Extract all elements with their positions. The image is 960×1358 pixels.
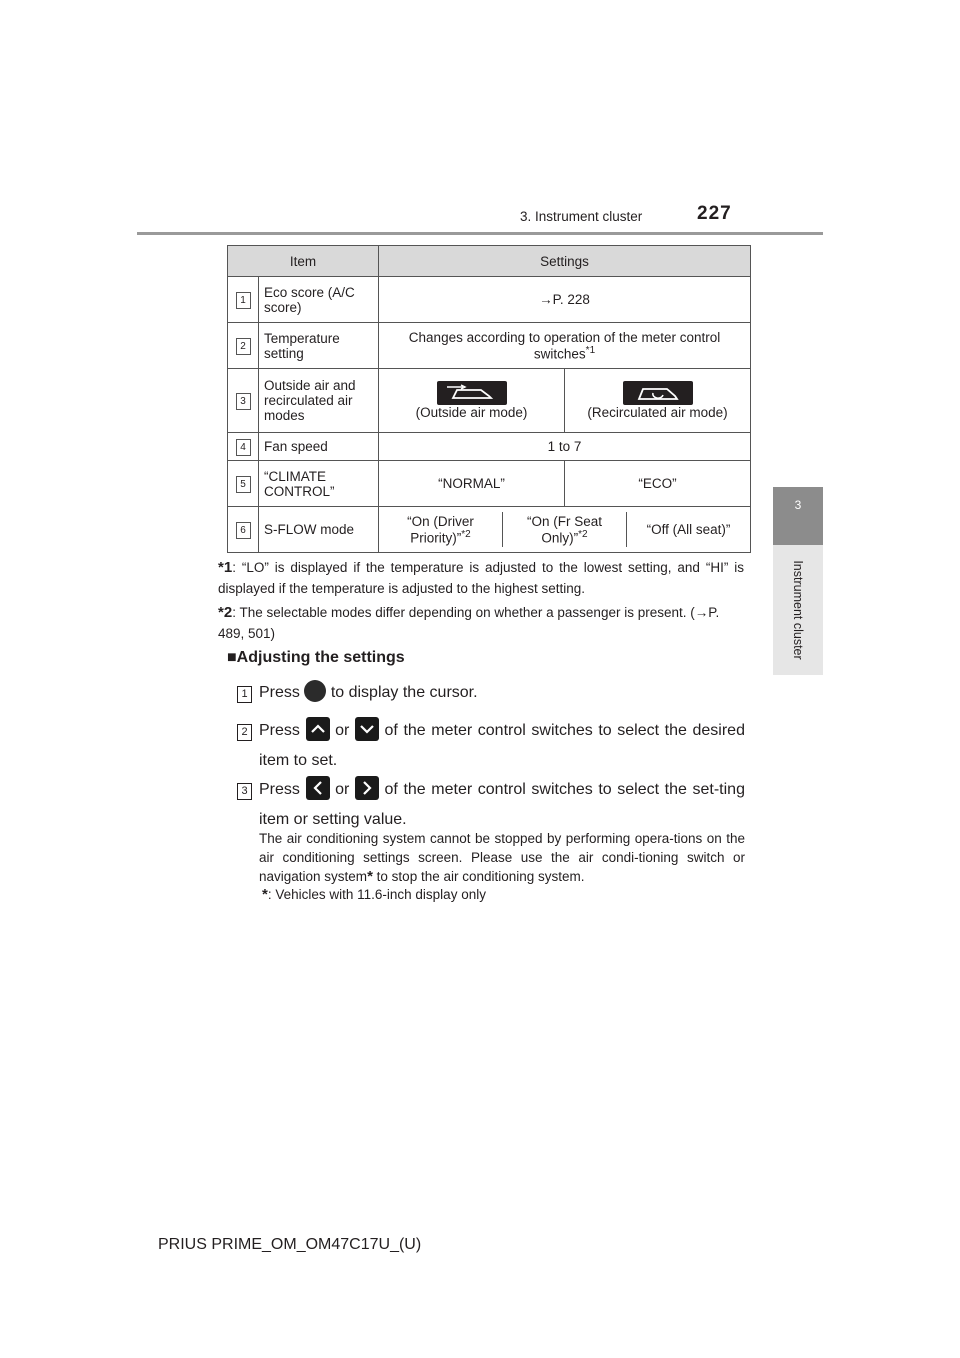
remark-footnote: *: Vehicles with 11.6-inch display only <box>262 886 486 903</box>
header-settings: Settings <box>379 246 751 277</box>
chapter-tab-label: Instrument cluster <box>791 560 805 660</box>
chapter-tab <box>773 487 823 545</box>
row-number: 1 <box>236 292 251 309</box>
footnote-mark: *1 <box>218 559 233 576</box>
footnote-ref: *2 <box>461 528 471 540</box>
table-row <box>228 461 751 507</box>
row-number: 3 <box>236 393 251 410</box>
display-button-icon <box>304 680 326 702</box>
up-arrow-icon <box>306 717 330 741</box>
footnote-mark: *2 <box>218 604 233 621</box>
down-arrow-icon <box>355 717 379 741</box>
step-number: 1 <box>237 686 252 703</box>
footnote-ref: *2 <box>578 528 588 540</box>
settings-table <box>227 245 751 553</box>
table-header-row <box>228 246 751 277</box>
header-divider <box>137 232 823 235</box>
row-setting: Changes according to operation of the meter control switches$^{*1}$ <box>379 323 751 369</box>
outside-air-label: (Outside air mode) <box>415 405 528 420</box>
sflow-option-front-seat: “On (Fr Seat Only)”$^{*2}$ <box>502 512 627 548</box>
footnote-2: *2: The selectable modes differ depending on whether a passenger is present. (→P. 489, 501) <box>218 604 720 641</box>
step-1: Press to display the cursor. <box>259 678 745 708</box>
right-arrow-icon <box>355 776 379 800</box>
table-row <box>228 369 751 433</box>
procedure-heading: ■Adjusting the settings <box>227 649 405 666</box>
outside-air-icon <box>437 381 507 405</box>
footnote-mark-icon: * <box>262 886 268 903</box>
table-row <box>228 323 751 369</box>
header-item: Item <box>228 246 379 277</box>
page-number: 227 <box>697 203 732 224</box>
table-row <box>228 507 751 553</box>
footnote-ref: *1 <box>585 344 596 356</box>
row-item: Eco score (A/C score) <box>259 277 379 323</box>
row-item: S-FLOW mode <box>259 507 379 553</box>
section-title: 3. Instrument cluster <box>520 209 643 224</box>
footnote-mark-icon: * <box>367 868 373 885</box>
row-setting: 1 to 7 <box>379 433 751 461</box>
step-number: 3 <box>237 783 252 800</box>
row-option-eco: “ECO” <box>565 461 751 507</box>
step-3: Press or of the meter control switches to select the set-ting item or setting value. <box>259 775 745 835</box>
remark: The air conditioning system cannot be stopped by performing opera-tions on the air conditioning settings screen. Please use the air condi-tioning switch or navigation system* to stop the air conditioning system. <box>259 831 745 885</box>
row-option-normal: “NORMAL” <box>379 461 565 507</box>
left-arrow-icon <box>306 776 330 800</box>
row-item: “CLIMATE CONTROL” <box>259 461 379 507</box>
row-number: 4 <box>236 439 251 456</box>
sflow-option-off: “Off (All seat)” <box>646 522 731 537</box>
step-number: 2 <box>237 724 252 741</box>
row-number: 2 <box>236 338 251 355</box>
row-item: Outside air and recirculated air modes <box>259 369 379 433</box>
document-footer: PRIUS PRIME_OM_OM47C17U_(U) <box>158 1236 422 1253</box>
recirculated-air-label: (Recirculated air mode) <box>587 405 728 420</box>
row-number: 6 <box>236 522 251 539</box>
row-setting: →P. 228 <box>379 277 751 323</box>
table-row <box>228 433 751 461</box>
row-item: Temperature setting <box>259 323 379 369</box>
step-2: Press or of the meter control switches to select the desired item to set. <box>259 716 745 776</box>
chapter-tab-number: 3 <box>794 498 802 512</box>
row-number: 5 <box>236 476 251 493</box>
sflow-option-driver: “On (Driver Priority)”$^{*2}$ <box>407 513 474 546</box>
row-item: Fan speed <box>259 433 379 461</box>
footnote-1: *1: “LO” is displayed if the temperature is adjusted to the lowest setting, and “HI” is displayed if the temperature is adjusted to the highest setting. <box>218 559 744 596</box>
recirculated-air-icon <box>623 381 693 405</box>
table-row <box>228 277 751 323</box>
